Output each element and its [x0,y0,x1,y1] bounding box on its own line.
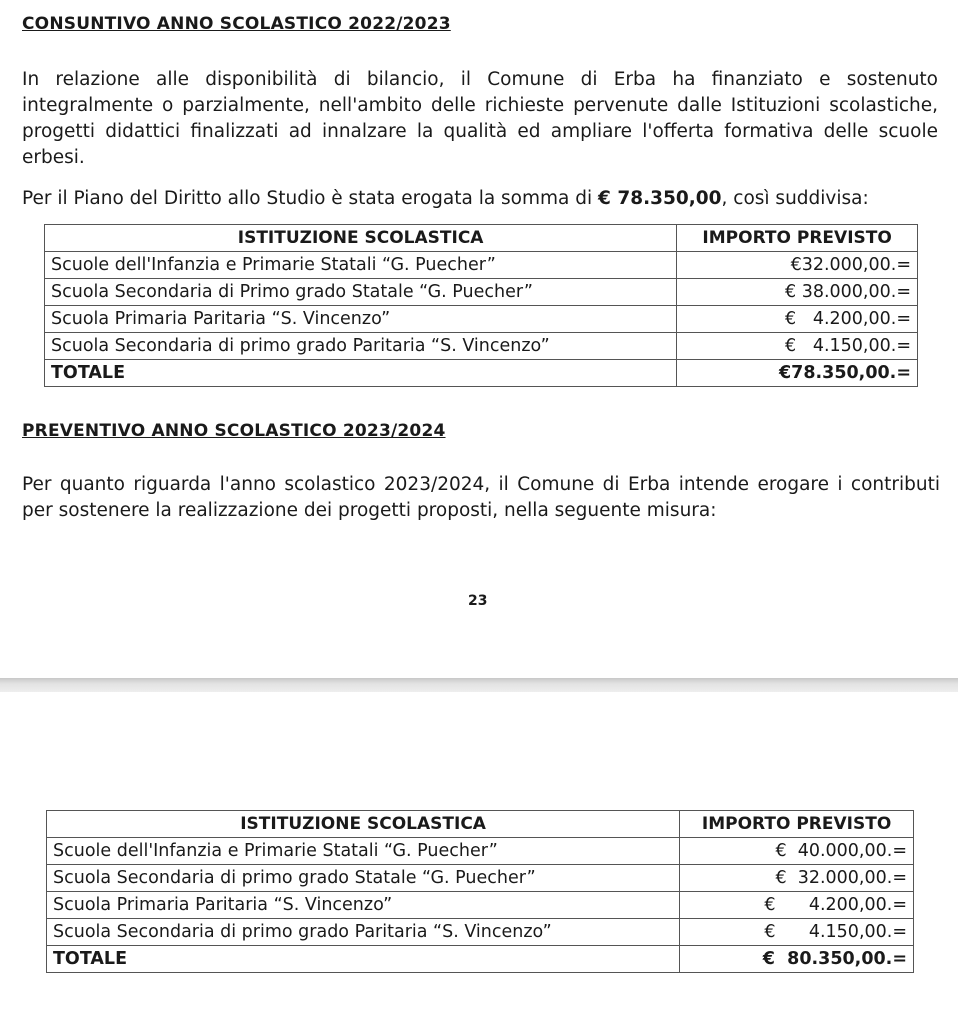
table-row [45,333,918,360]
school-name: Scuola Secondaria di primo grado Statale “G. Puecher” [47,865,680,892]
header-importo: IMPORTO PREVISTO [677,225,918,252]
page-24 [0,692,958,1024]
total-label: TOTALE [45,360,677,387]
total-amount: € 80.350,00.= [680,946,914,973]
header-importo: IMPORTO PREVISTO [680,811,914,838]
school-name: Scuola Primaria Paritaria “S. Vincenzo” [45,306,677,333]
summary-text-after: , così suddivisa: [721,188,869,209]
school-name: Scuola Secondaria di primo grado Paritaria “S. Vincenzo” [45,333,677,360]
school-name: Scuola Secondaria di Primo grado Statale “G. Puecher” [45,279,677,306]
consuntivo-table [44,224,918,387]
school-name: Scuole dell'Infanzia e Primarie Statali “G. Puecher” [45,252,677,279]
amount: € 32.000,00.= [680,865,914,892]
table-header-row [45,225,918,252]
table-total-row [47,946,914,973]
amount: € 4.200,00.= [680,892,914,919]
amount: € 4.150,00.= [680,919,914,946]
preventivo-paragraph: Per quanto riguarda l'anno scolastico 2023/2024, il Comune di Erba intende erogare i contributi per sostenere la realizzazione dei progetti proposti, nella seguente misura: [22,474,940,521]
consuntivo-heading: CONSUNTIVO ANNO SCOLASTICO 2022/2023 [22,14,451,34]
school-name: Scuola Primaria Paritaria “S. Vincenzo” [47,892,680,919]
table-row [47,838,914,865]
header-istituzione: ISTITUZIONE SCOLASTICA [45,225,677,252]
table-header-row [47,811,914,838]
amount: € 4.200,00.= [677,306,918,333]
amount: € 38.000,00.= [677,279,918,306]
table-row [45,252,918,279]
page-number: 23 [468,593,488,609]
amount: € 40.000,00.= [680,838,914,865]
consuntivo-summary [22,186,869,212]
table-total-row [45,360,918,387]
total-label: TOTALE [47,946,680,973]
preventivo-table [46,810,914,973]
table-row [45,279,918,306]
total-amount: €78.350,00.= [677,360,918,387]
page-separator [0,678,958,692]
school-name: Scuole dell'Infanzia e Primarie Statali “G. Puecher” [47,838,680,865]
table-row [47,892,914,919]
summary-text-before: Per il Piano del Diritto allo Studio è stata erogata la somma di [22,188,599,209]
summary-amount: € 78.350,00 [598,188,722,209]
amount: € 4.150,00.= [677,333,918,360]
preventivo-heading: PREVENTIVO ANNO SCOLASTICO 2023/2024 [22,421,446,441]
header-istituzione: ISTITUZIONE SCOLASTICA [47,811,680,838]
school-name: Scuola Secondaria di primo grado Paritaria “S. Vincenzo” [47,919,680,946]
table-row [45,306,918,333]
amount: €32.000,00.= [677,252,918,279]
table-row [47,919,914,946]
consuntivo-paragraph: In relazione alle disponibilità di bilancio, il Comune di Erba ha finanziato e sostenuto integralmente o parzialmente, nell'ambito delle richieste pervenute dalle Istituzioni scolastiche, progetti didattici finalizzati ad innalzare la qualità ed ampliare l'offerta formativa delle scuole erbesi. [22,69,938,168]
table-row [47,865,914,892]
